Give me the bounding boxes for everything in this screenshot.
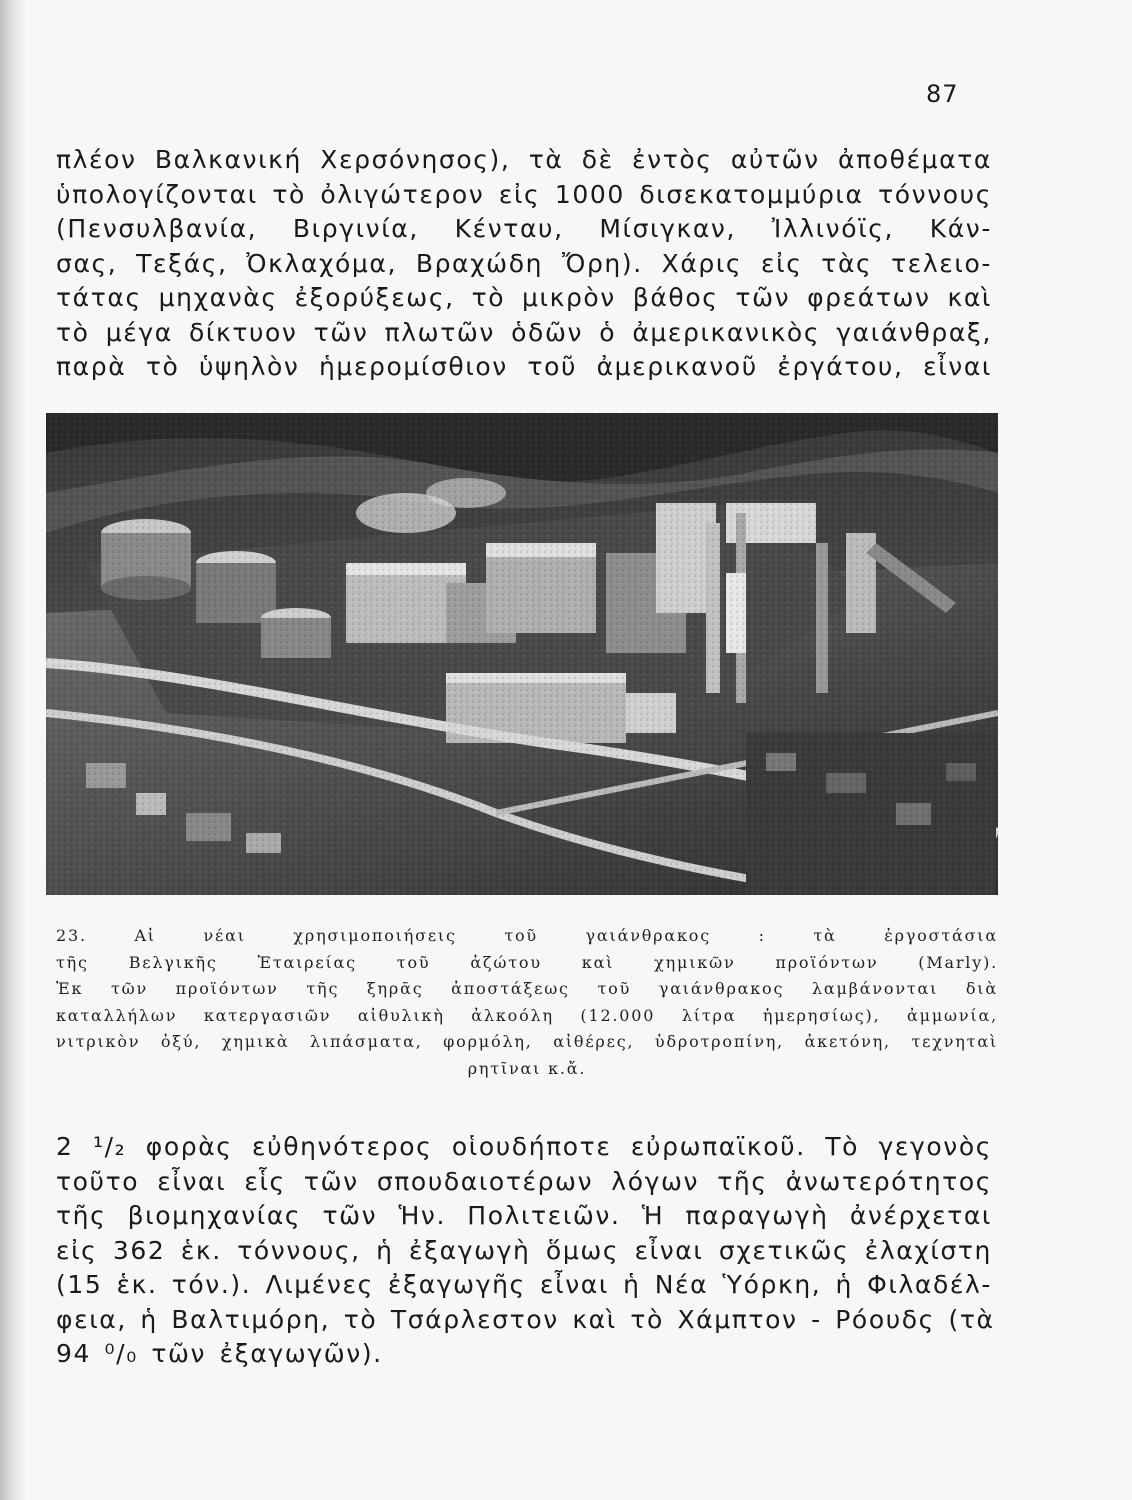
text-line: (Πενσυλβανία, Βιργινία, Κένταυ, Μίσιγκαν, Ἰλλινόϊς, Κάν- (56, 214, 992, 243)
caption-line: τῆς Βελγικῆς Ἑταιρείας τοῦ ἀζώτου καὶ χημικῶν προϊόντων (Marly). (56, 952, 998, 972)
text-line: 2 ¹/₂ φορὰς εὐθηνότερος οἱουδήποτε εὐρωπαϊκοῦ. Τὸ γεγονὸς (56, 1132, 992, 1161)
text-line: πλέον Βαλκανική Χερσόνησος), τὰ δὲ ἐντὸς αὐτῶν ἀποθέματα (56, 145, 992, 174)
top-paragraph (56, 143, 992, 385)
text-line: σας, Τεξάς, Ὀκλαχόμα, Βραχώδη Ὄρη). Χάρις εἰς τὰς τελειο- (56, 248, 992, 278)
text-line: 94 ⁰/₀ τῶν ἐξαγωγῶν). (56, 1339, 383, 1368)
page-number: 87 (926, 80, 959, 108)
text-line: φεια, ἡ Βαλτιμόρη, τὸ Τσάρλεστον καὶ τὸ Χάμπτον - Ρόουδς (τὰ (56, 1304, 995, 1334)
caption-line: νιτρικὸν ὀξύ, χημικὰ λιπάσματα, φορμόλη, αἰθέρες, ὑδροτροπίνη, ἀκετόνη, τεχνηταὶ (56, 1032, 998, 1051)
text-line: παρὰ τὸ ὑψηλὸν ἡμερομίσθιον τοῦ ἀμερικανοῦ ἐργάτου, εἶναι (56, 352, 992, 381)
factory-aerial-photo (46, 413, 998, 895)
text-line: (15 ἑκ. τόν.). Λιμένες ἐξαγωγῆς εἶναι ἡ Νέα Ὑόρκη, ἡ Φιλαδέλ- (56, 1270, 992, 1299)
caption-line: 23. Αἱ νέαι χρησιμοποιήσεις τοῦ γαιάνθρακος : τὰ ἐργοστάσια (56, 926, 998, 945)
text-line: τάτας μηχανὰς ἐξορύξεως, τὸ μικρὸν βάθος τῶν φρεάτων καὶ (56, 283, 992, 312)
figure-caption (56, 923, 998, 1082)
bottom-paragraph (56, 1130, 995, 1372)
text-line: τοῦτο εἶναι εἷς τῶν σπουδαιοτέρων λόγων τῆς ἀνωτερότητος (56, 1166, 992, 1196)
caption-line: ρητῖναι κ.ἄ. (467, 1058, 587, 1078)
text-line: τῆς βιομηχανίας τῶν Ἡν. Πολιτειῶν. Ἡ παραγωγὴ ἀνέρχεται (56, 1201, 992, 1230)
caption-line: Ἐκ τῶν προϊόντων τῆς ξηρᾶς ἀποστάξεως τοῦ γαιάνθρακος λαμβάνονται διὰ (56, 979, 998, 998)
text-line: τὸ μέγα δίκτυον τῶν πλωτῶν ὁδῶν ὁ ἀμερικανικὸς γαιάνθραξ, (56, 317, 992, 347)
text-line: εἰς 362 ἑκ. τόννους, ἡ ἐξαγωγὴ ὅμως εἶναι σχετικῶς ἐλαχίστη (56, 1235, 992, 1265)
text-line: ὑπολογίζονται τὸ ὀλιγώτερον εἰς 1000 δισεκατομμύρια τόννους (56, 179, 992, 209)
binding-shadow (0, 0, 26, 1500)
caption-line: καταλλήλων κατεργασιῶν αἰθυλικὴ ἀλκοόλη (12.000 λίτρα ἡμερησίως), ἀμμωνία, (56, 1005, 998, 1025)
